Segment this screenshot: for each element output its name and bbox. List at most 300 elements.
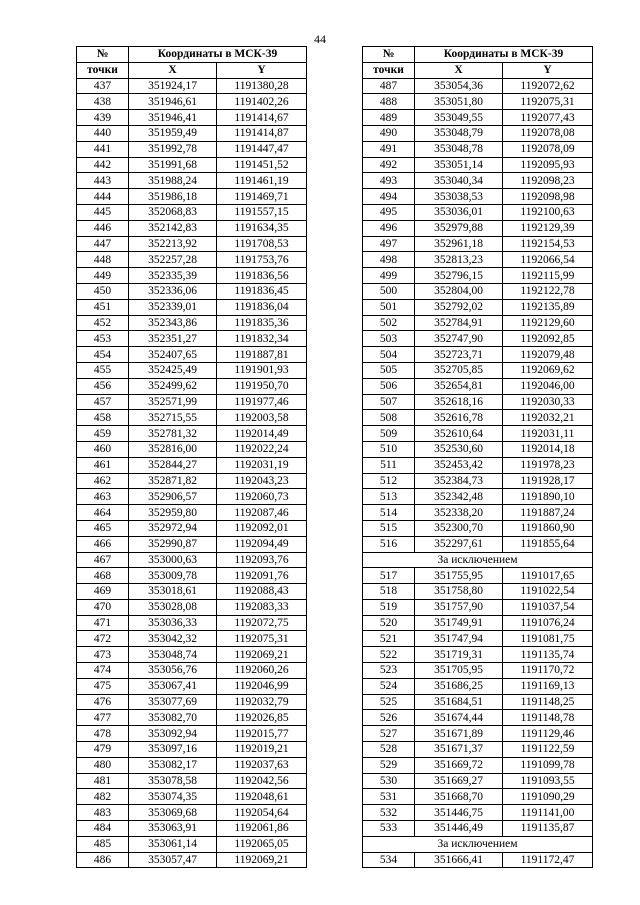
x-coordinate: 353082,70 xyxy=(129,710,217,726)
y-coordinate: 1191890,10 xyxy=(503,489,593,505)
x-coordinate: 352499,62 xyxy=(129,378,217,394)
table-row xyxy=(363,410,593,426)
table-body-right xyxy=(363,78,593,868)
point-number: 494 xyxy=(363,189,415,205)
y-coordinate: 1191170,72 xyxy=(503,663,593,679)
x-coordinate: 351446,49 xyxy=(415,821,503,837)
table-row xyxy=(77,505,307,521)
x-coordinate: 351988,24 xyxy=(129,173,217,189)
table-row xyxy=(77,821,307,837)
table-row xyxy=(363,157,593,173)
table-row xyxy=(363,631,593,647)
y-coordinate: 1191978,23 xyxy=(503,457,593,473)
y-coordinate: 1191836,56 xyxy=(217,268,307,284)
y-coordinate: 1192026,85 xyxy=(217,710,307,726)
point-number: 450 xyxy=(77,283,129,299)
y-coordinate: 1191950,70 xyxy=(217,378,307,394)
exclusion-note: За исключением xyxy=(363,552,593,568)
x-coordinate: 353018,61 xyxy=(129,584,217,600)
table-row xyxy=(363,347,593,363)
header-y: Y xyxy=(503,62,593,78)
x-coordinate: 353069,68 xyxy=(129,805,217,821)
table-row xyxy=(77,726,307,742)
x-coordinate: 353054,36 xyxy=(415,78,503,94)
table-row xyxy=(77,457,307,473)
x-coordinate: 352335,39 xyxy=(129,268,217,284)
table-row xyxy=(363,252,593,268)
point-number: 518 xyxy=(363,584,415,600)
point-number: 493 xyxy=(363,173,415,189)
point-number: 499 xyxy=(363,268,415,284)
y-coordinate: 1191022,54 xyxy=(503,584,593,600)
y-coordinate: 1192100,63 xyxy=(503,204,593,220)
table-row xyxy=(363,78,593,94)
point-number: 507 xyxy=(363,394,415,410)
x-coordinate: 353048,74 xyxy=(129,647,217,663)
y-coordinate: 1191461,19 xyxy=(217,173,307,189)
x-coordinate: 352297,61 xyxy=(415,536,503,552)
point-number: 512 xyxy=(363,473,415,489)
point-number: 470 xyxy=(77,599,129,615)
table-row xyxy=(363,173,593,189)
y-coordinate: 1192069,21 xyxy=(217,852,307,868)
point-number: 532 xyxy=(363,805,415,821)
table-row xyxy=(77,331,307,347)
x-coordinate: 352336,06 xyxy=(129,283,217,299)
y-coordinate: 1191414,87 xyxy=(217,125,307,141)
x-coordinate: 352990,87 xyxy=(129,536,217,552)
y-coordinate: 1191557,15 xyxy=(217,204,307,220)
point-number: 498 xyxy=(363,252,415,268)
point-number: 531 xyxy=(363,789,415,805)
table-row xyxy=(77,615,307,631)
point-number: 451 xyxy=(77,299,129,315)
y-coordinate: 1191860,90 xyxy=(503,520,593,536)
x-coordinate: 352342,48 xyxy=(415,489,503,505)
table-row xyxy=(363,599,593,615)
table-body-left xyxy=(77,78,307,868)
y-coordinate: 1192092,85 xyxy=(503,331,593,347)
y-coordinate: 1191708,53 xyxy=(217,236,307,252)
y-coordinate: 1192129,60 xyxy=(503,315,593,331)
x-coordinate: 351992,78 xyxy=(129,141,217,157)
point-number: 508 xyxy=(363,410,415,426)
table-row xyxy=(77,299,307,315)
point-number: 454 xyxy=(77,347,129,363)
header-coords: Координаты в МСК-39 xyxy=(129,47,307,63)
y-coordinate: 1192060,73 xyxy=(217,489,307,505)
point-number: 480 xyxy=(77,757,129,773)
table-row xyxy=(363,821,593,837)
y-coordinate: 1191129,46 xyxy=(503,726,593,742)
y-coordinate: 1192078,09 xyxy=(503,141,593,157)
x-coordinate: 352813,23 xyxy=(415,252,503,268)
y-coordinate: 1191753,76 xyxy=(217,252,307,268)
y-coordinate: 1192003,58 xyxy=(217,410,307,426)
x-coordinate: 352142,83 xyxy=(129,220,217,236)
point-number: 449 xyxy=(77,268,129,284)
point-number: 500 xyxy=(363,283,415,299)
x-coordinate: 352979,88 xyxy=(415,220,503,236)
table-row xyxy=(77,520,307,536)
table-row xyxy=(77,757,307,773)
y-coordinate: 1192098,23 xyxy=(503,173,593,189)
x-coordinate: 351719,31 xyxy=(415,647,503,663)
point-number: 534 xyxy=(363,852,415,868)
y-coordinate: 1191977,46 xyxy=(217,394,307,410)
y-coordinate: 1191836,04 xyxy=(217,299,307,315)
x-coordinate: 353097,16 xyxy=(129,742,217,758)
point-number: 510 xyxy=(363,441,415,457)
x-coordinate: 352715,55 xyxy=(129,410,217,426)
table-row xyxy=(363,789,593,805)
y-coordinate: 1192083,33 xyxy=(217,599,307,615)
table-row xyxy=(77,694,307,710)
y-coordinate: 1191402,26 xyxy=(217,94,307,110)
point-number: 446 xyxy=(77,220,129,236)
point-number: 491 xyxy=(363,141,415,157)
x-coordinate: 351758,80 xyxy=(415,584,503,600)
x-coordinate: 351991,68 xyxy=(129,157,217,173)
point-number: 452 xyxy=(77,315,129,331)
table-row xyxy=(363,426,593,442)
table-row xyxy=(77,836,307,852)
point-number: 504 xyxy=(363,347,415,363)
x-coordinate: 351755,95 xyxy=(415,568,503,584)
y-coordinate: 1192098,98 xyxy=(503,189,593,205)
y-coordinate: 1192042,56 xyxy=(217,773,307,789)
y-coordinate: 1192061,86 xyxy=(217,821,307,837)
point-number: 440 xyxy=(77,125,129,141)
x-coordinate: 351446,75 xyxy=(415,805,503,821)
point-number: 521 xyxy=(363,631,415,647)
x-coordinate: 352257,28 xyxy=(129,252,217,268)
point-number: 525 xyxy=(363,694,415,710)
point-number: 520 xyxy=(363,615,415,631)
y-coordinate: 1191901,93 xyxy=(217,362,307,378)
point-number: 497 xyxy=(363,236,415,252)
table-row xyxy=(77,220,307,236)
point-number: 460 xyxy=(77,441,129,457)
header-x: X xyxy=(415,62,503,78)
y-coordinate: 1192091,76 xyxy=(217,568,307,584)
y-coordinate: 1192031,11 xyxy=(503,426,593,442)
point-number: 472 xyxy=(77,631,129,647)
x-coordinate: 351666,41 xyxy=(415,852,503,868)
table-row xyxy=(77,678,307,694)
point-number: 526 xyxy=(363,710,415,726)
x-coordinate: 352781,32 xyxy=(129,426,217,442)
table-row xyxy=(363,94,593,110)
y-coordinate: 1191122,59 xyxy=(503,742,593,758)
table-row xyxy=(77,347,307,363)
table-row xyxy=(77,473,307,489)
table-row xyxy=(77,441,307,457)
x-coordinate: 351946,61 xyxy=(129,94,217,110)
y-coordinate: 1191076,24 xyxy=(503,615,593,631)
y-coordinate: 1192069,21 xyxy=(217,647,307,663)
table-row xyxy=(363,726,593,742)
x-coordinate: 352796,15 xyxy=(415,268,503,284)
x-coordinate: 352571,99 xyxy=(129,394,217,410)
point-number: 462 xyxy=(77,473,129,489)
table-row xyxy=(363,678,593,694)
x-coordinate: 352530,60 xyxy=(415,441,503,457)
point-number: 482 xyxy=(77,789,129,805)
x-coordinate: 353057,47 xyxy=(129,852,217,868)
table-row xyxy=(77,599,307,615)
header-coords: Координаты в МСК-39 xyxy=(415,47,593,63)
x-coordinate: 352343,86 xyxy=(129,315,217,331)
y-coordinate: 1192078,08 xyxy=(503,125,593,141)
x-coordinate: 352705,85 xyxy=(415,362,503,378)
table-row xyxy=(77,173,307,189)
table-row xyxy=(77,852,307,868)
y-coordinate: 1191469,71 xyxy=(217,189,307,205)
table-row xyxy=(77,236,307,252)
x-coordinate: 352300,70 xyxy=(415,520,503,536)
x-coordinate: 352213,92 xyxy=(129,236,217,252)
table-row xyxy=(363,489,593,505)
y-coordinate: 1192093,76 xyxy=(217,552,307,568)
table-row xyxy=(363,568,593,584)
table-row xyxy=(363,441,593,457)
table-row xyxy=(363,394,593,410)
x-coordinate: 353009,78 xyxy=(129,568,217,584)
y-coordinate: 1191017,65 xyxy=(503,568,593,584)
y-coordinate: 1191148,25 xyxy=(503,694,593,710)
x-coordinate: 353061,14 xyxy=(129,836,217,852)
point-number: 485 xyxy=(77,836,129,852)
point-number: 506 xyxy=(363,378,415,394)
x-coordinate: 353067,41 xyxy=(129,678,217,694)
table-row xyxy=(77,426,307,442)
table-row xyxy=(363,268,593,284)
x-coordinate: 353000,63 xyxy=(129,552,217,568)
x-coordinate: 353051,80 xyxy=(415,94,503,110)
point-number: 455 xyxy=(77,362,129,378)
x-coordinate: 353078,58 xyxy=(129,773,217,789)
table-row xyxy=(77,378,307,394)
point-number: 461 xyxy=(77,457,129,473)
table-row xyxy=(77,773,307,789)
table-row xyxy=(363,110,593,126)
y-coordinate: 1192154,53 xyxy=(503,236,593,252)
table-row xyxy=(363,647,593,663)
point-number: 502 xyxy=(363,315,415,331)
y-coordinate: 1191172,47 xyxy=(503,852,593,868)
y-coordinate: 1191093,55 xyxy=(503,773,593,789)
y-coordinate: 1192135,89 xyxy=(503,299,593,315)
y-coordinate: 1191148,78 xyxy=(503,710,593,726)
x-coordinate: 353048,79 xyxy=(415,125,503,141)
table-row xyxy=(77,710,307,726)
point-number: 475 xyxy=(77,678,129,694)
table-row xyxy=(363,710,593,726)
table-row xyxy=(363,315,593,331)
point-number: 466 xyxy=(77,536,129,552)
y-coordinate: 1192054,64 xyxy=(217,805,307,821)
point-number: 495 xyxy=(363,204,415,220)
header-y: Y xyxy=(217,62,307,78)
point-number: 503 xyxy=(363,331,415,347)
table-row xyxy=(363,694,593,710)
point-number: 457 xyxy=(77,394,129,410)
header-num: № xyxy=(77,47,129,63)
point-number: 484 xyxy=(77,821,129,837)
point-number: 533 xyxy=(363,821,415,837)
y-coordinate: 1191081,75 xyxy=(503,631,593,647)
table-row xyxy=(363,457,593,473)
table-row xyxy=(363,584,593,600)
coordinates-table-right xyxy=(362,46,593,868)
y-coordinate: 1191135,87 xyxy=(503,821,593,837)
point-number: 489 xyxy=(363,110,415,126)
x-coordinate: 352407,65 xyxy=(129,347,217,363)
x-coordinate: 352784,91 xyxy=(415,315,503,331)
y-coordinate: 1192043,23 xyxy=(217,473,307,489)
table-row xyxy=(77,157,307,173)
point-number: 486 xyxy=(77,852,129,868)
x-coordinate: 353036,33 xyxy=(129,615,217,631)
x-coordinate: 352844,27 xyxy=(129,457,217,473)
table-row xyxy=(77,283,307,299)
point-number: 530 xyxy=(363,773,415,789)
point-number: 438 xyxy=(77,94,129,110)
table-row xyxy=(363,299,593,315)
y-coordinate: 1191380,28 xyxy=(217,78,307,94)
table-row xyxy=(77,189,307,205)
y-coordinate: 1192046,99 xyxy=(217,678,307,694)
point-number: 501 xyxy=(363,299,415,315)
table-row xyxy=(363,204,593,220)
y-coordinate: 1191928,17 xyxy=(503,473,593,489)
point-number: 458 xyxy=(77,410,129,426)
table-row xyxy=(363,378,593,394)
point-number: 487 xyxy=(363,78,415,94)
x-coordinate: 353092,94 xyxy=(129,726,217,742)
point-number: 443 xyxy=(77,173,129,189)
y-coordinate: 1192032,79 xyxy=(217,694,307,710)
table-row xyxy=(363,852,593,868)
point-number: 515 xyxy=(363,520,415,536)
y-coordinate: 1191887,24 xyxy=(503,505,593,521)
point-number: 445 xyxy=(77,204,129,220)
table-row xyxy=(77,362,307,378)
x-coordinate: 352654,81 xyxy=(415,378,503,394)
point-number: 514 xyxy=(363,505,415,521)
x-coordinate: 352338,20 xyxy=(415,505,503,521)
x-coordinate: 352351,27 xyxy=(129,331,217,347)
x-coordinate: 351757,90 xyxy=(415,599,503,615)
x-coordinate: 352384,73 xyxy=(415,473,503,489)
point-number: 453 xyxy=(77,331,129,347)
point-number: 465 xyxy=(77,520,129,536)
point-number: 473 xyxy=(77,647,129,663)
table-row xyxy=(77,805,307,821)
x-coordinate: 353063,91 xyxy=(129,821,217,837)
x-coordinate: 352747,90 xyxy=(415,331,503,347)
x-coordinate: 353049,55 xyxy=(415,110,503,126)
exclusion-row xyxy=(363,552,593,568)
point-number: 439 xyxy=(77,110,129,126)
x-coordinate: 352616,78 xyxy=(415,410,503,426)
point-number: 509 xyxy=(363,426,415,442)
y-coordinate: 1192019,21 xyxy=(217,742,307,758)
x-coordinate: 352906,57 xyxy=(129,489,217,505)
table-row xyxy=(77,552,307,568)
x-coordinate: 351684,51 xyxy=(415,694,503,710)
point-number: 490 xyxy=(363,125,415,141)
table-row xyxy=(77,647,307,663)
y-coordinate: 1192072,75 xyxy=(217,615,307,631)
header-num-sub: точки xyxy=(77,62,129,78)
point-number: 469 xyxy=(77,584,129,600)
y-coordinate: 1192015,77 xyxy=(217,726,307,742)
table-row xyxy=(77,268,307,284)
y-coordinate: 1192066,54 xyxy=(503,252,593,268)
x-coordinate: 353040,34 xyxy=(415,173,503,189)
y-coordinate: 1191141,00 xyxy=(503,805,593,821)
point-number: 505 xyxy=(363,362,415,378)
x-coordinate: 351668,70 xyxy=(415,789,503,805)
y-coordinate: 1192072,62 xyxy=(503,78,593,94)
point-number: 513 xyxy=(363,489,415,505)
y-coordinate: 1192030,33 xyxy=(503,394,593,410)
table-row xyxy=(363,283,593,299)
table-row xyxy=(77,663,307,679)
table-row xyxy=(363,615,593,631)
x-coordinate: 352618,16 xyxy=(415,394,503,410)
y-coordinate: 1192079,48 xyxy=(503,347,593,363)
table-row xyxy=(77,789,307,805)
point-number: 464 xyxy=(77,505,129,521)
y-coordinate: 1191855,64 xyxy=(503,536,593,552)
y-coordinate: 1192032,21 xyxy=(503,410,593,426)
table-row xyxy=(363,220,593,236)
point-number: 474 xyxy=(77,663,129,679)
table-row xyxy=(77,584,307,600)
point-number: 437 xyxy=(77,78,129,94)
table-row xyxy=(77,568,307,584)
x-coordinate: 353082,17 xyxy=(129,757,217,773)
y-coordinate: 1191090,29 xyxy=(503,789,593,805)
y-coordinate: 1192075,31 xyxy=(217,631,307,647)
table-row xyxy=(77,252,307,268)
y-coordinate: 1192037,63 xyxy=(217,757,307,773)
y-coordinate: 1192088,43 xyxy=(217,584,307,600)
table-row xyxy=(363,757,593,773)
x-coordinate: 353077,69 xyxy=(129,694,217,710)
x-coordinate: 353042,32 xyxy=(129,631,217,647)
exclusion-row xyxy=(363,836,593,852)
table-row xyxy=(77,536,307,552)
x-coordinate: 352871,82 xyxy=(129,473,217,489)
x-coordinate: 351705,95 xyxy=(415,663,503,679)
table-row xyxy=(363,773,593,789)
y-coordinate: 1191135,74 xyxy=(503,647,593,663)
point-number: 516 xyxy=(363,536,415,552)
table-row xyxy=(363,505,593,521)
point-number: 511 xyxy=(363,457,415,473)
y-coordinate: 1192031,19 xyxy=(217,457,307,473)
y-coordinate: 1192046,00 xyxy=(503,378,593,394)
y-coordinate: 1192075,31 xyxy=(503,94,593,110)
page-number: 44 xyxy=(314,32,326,46)
y-coordinate: 1191451,52 xyxy=(217,157,307,173)
table-row xyxy=(363,331,593,347)
point-number: 444 xyxy=(77,189,129,205)
